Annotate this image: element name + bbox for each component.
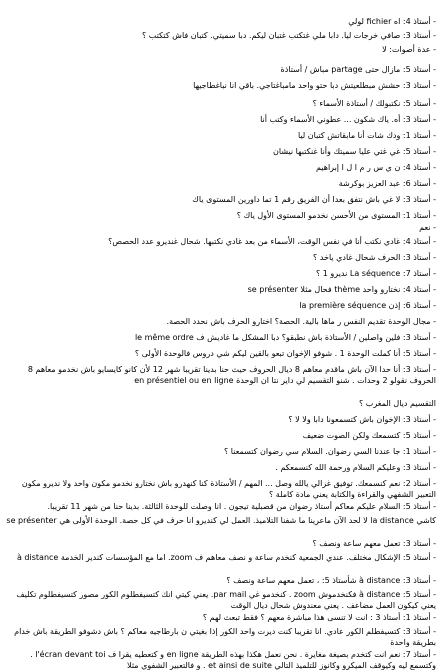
transcript-line: - أستاذ 5: أنا كملت الوحدة 1 . شوفو الإخوان تبعو بالقين ليكم شي دروس فالوحدة الأولى ؟ xyxy=(134,349,436,358)
transcript-line: - أستاذ 3: وعليكم السلام ورحمة الله كنسمعكم . xyxy=(275,463,436,472)
transcript-line: - أستاذ 3: أنا حدا الآن باش ماقدم معاهم 8 ديال الحروف حيث حنا بدينا تقريبا شهر 12 لأن كانو كايسايو باش نخدمو معاهم 8 الحروف نقولو 2 وحدات . شنو التقسيم لي داير نتا ان الوحدة en présentiel ou en ligne xyxy=(27,365,436,385)
transcript-line: - أستاذ 5: نكتبولك / أستاذة الأسماء ؟ xyxy=(312,99,436,108)
transcript-line: - أستاذ 1: ودك شات أنا مابقاتش كتبان ليا xyxy=(297,131,436,140)
transcript-line: كاشي la distance لا لحد الآن ماعرينا ما شفنا التلاميذ. العمل لي كنديرو انا حرف في كل حصة. الوحدة الأولى هي se présenter xyxy=(6,516,436,525)
transcript-line: - أستاذ 2: نعم كنسمعك. توفيق غزالي يالله وصل ... المهم / الأستاذة كنا كنهدرو باش نختارو نخدمو مكون واحد ولا نديرو مكون التعبير الشفهي والقراءة والكتابة يعني مادة كاملة ؟ xyxy=(21,479,436,499)
transcript-line: - أستاذ 3: صافي خرجات ليا. دابا ملي غتكتب غتبان ليكم. دبا سميتي. كتبان فاش كتكتب ؟ xyxy=(141,31,436,40)
transcript-line: - أستاذ 3: كتسيفطلم الكور عادي. انا تقريبا كنت ديرت واحد الكور إذا بغيتي ن بارطاجيه معاكم ؟ باش دشوفو الطريقة باش خدام بطريقة واحدة xyxy=(14,627,436,647)
transcript-line: التقسيم ديال المغرب ؟ xyxy=(359,399,436,408)
transcript-line: - أستاذ 4: اه fichier لولي xyxy=(348,17,436,26)
transcript-line: - أستاذ 5: الإشكال مختلف. عندي الجمعية كنخدم ساعة و نصف معاهم ف zoom. اما مع المؤسسات كندير الخدمة à distance xyxy=(16,553,436,562)
transcript-line: - أستاذ 1: جا عندنا السي رضوان. السلام سي رضوان كتسمعنا ؟ xyxy=(223,447,436,456)
transcript-line: - أستاذ 3: حشش مبطلعيتش دبا حتو واحد مامباغتاجي. باقي انا نباغطاجيها xyxy=(193,81,436,90)
transcript-line: - نعم xyxy=(419,223,436,232)
transcript-line: - أستاذ 4: ن ي س ر م ا ل ا إبراهيم xyxy=(315,163,436,172)
transcript-line: - أستاذ 6: إذن la première séquence xyxy=(299,301,436,310)
transcript-line: - أستاذ 5: à distance فكنخدموش zoom . كنخدمو غي par mail. يعني كيتي انك كتسيفطلوم الكور مصور كتسيفطلوم تكليف يعني كيكون العمل مضاعف . يعني معندوش شحال ديال الوقت xyxy=(16,590,436,610)
transcript-line: - أستاذ 3: لا غي باش نتفق بعدا أن الفريق رقم 1 تما داورين المستوى ياك xyxy=(192,195,436,204)
transcript-line: - أستاذ 5: غي غتي عليا سميتك وأنا غنكتبها نيشان xyxy=(273,147,436,156)
transcript-line: - أستاذ 6: عبد العزيز بوكرشة xyxy=(338,179,436,188)
transcript-line: - أستاذ 3: الحرف شحال غادي ياخد ؟ xyxy=(313,253,436,262)
transcript-line: - عدة أصوات: لا xyxy=(382,45,436,54)
transcript-line: - أستاذ 5: السلام عليكم معاكم أستاذ رضوان من قصبلية تيجون . انا وصلت للوحدة الثالثة. بدينا حنا من شهر 11 تقريبا. xyxy=(47,502,436,511)
transcript-line: - أستاذ 3: فلين واصلين / الأستاذة باش نطبقو؟ دبا المشكل ما غاديش ف le même ordre xyxy=(134,333,436,342)
transcript-line: - أستاذ 5: كتسمعك ولكن الصوت ضعيف xyxy=(302,431,436,440)
transcript-line: - مجال الوحدة تقديم النفس ر ماها بالية. الحصة؟ اختارو الحرف باش نحدد الحصة. xyxy=(166,317,436,326)
transcript-line: - أستاذ 7: نعم انت كتخدم بصيغة مغايرة . نحن نعمل هكذا بهذه الطريقة en ligne و كتعطيه يقرا ف l'écran devant toi . وكتسمع ليه وكيوقف الميكرو وكانوز للتلميذ التالي et ainsi de suite . و فالتعبير الشفوي مثلا xyxy=(30,650,436,670)
transcript-line: - أستاذ 3: أه. ياك شكون ... عطوني الأسماء وكتب أنا xyxy=(260,115,436,124)
transcript-line: - أستاذ 4: نختارو واحد thème فحال مثلا se présenter xyxy=(247,285,436,294)
transcript-line: - أستاذ 5: مازال حتى partage مباش / أستاذة xyxy=(280,65,436,74)
transcript-line: - أستاذ 3: تعمل معهم ساعة ونصف ؟ xyxy=(312,539,436,548)
transcript-line: - أستاذ 1: أستاذ 3 : انت لا تنسى هذا مباشرة معهم ؟ فقط تبعث لهم ؟ xyxy=(202,613,436,622)
transcript-line: - أستاذ 1: المستوى من الأحسن نخدمو المستوى الأول ياك ؟ xyxy=(236,211,436,220)
transcript-line: - أستاذ 4: غادي نكتب أنا في نفس الوقت، الأسماء من بعد غادي نكتبها. شحال غنديرو عدد الحصص؟ xyxy=(108,237,436,246)
transcript-line: - أستاذ 3: à distance شأستاذ 5: ، تعمل معهم ساعة ونصف ؟ xyxy=(226,576,436,585)
transcript-line: - أستاذ 7: La séquence نديرو 1 ؟ xyxy=(315,269,436,278)
transcript-line: - أستاذ 3: الإخوان باش كتسمعونا دابا ولا لا ؟ xyxy=(288,415,436,424)
